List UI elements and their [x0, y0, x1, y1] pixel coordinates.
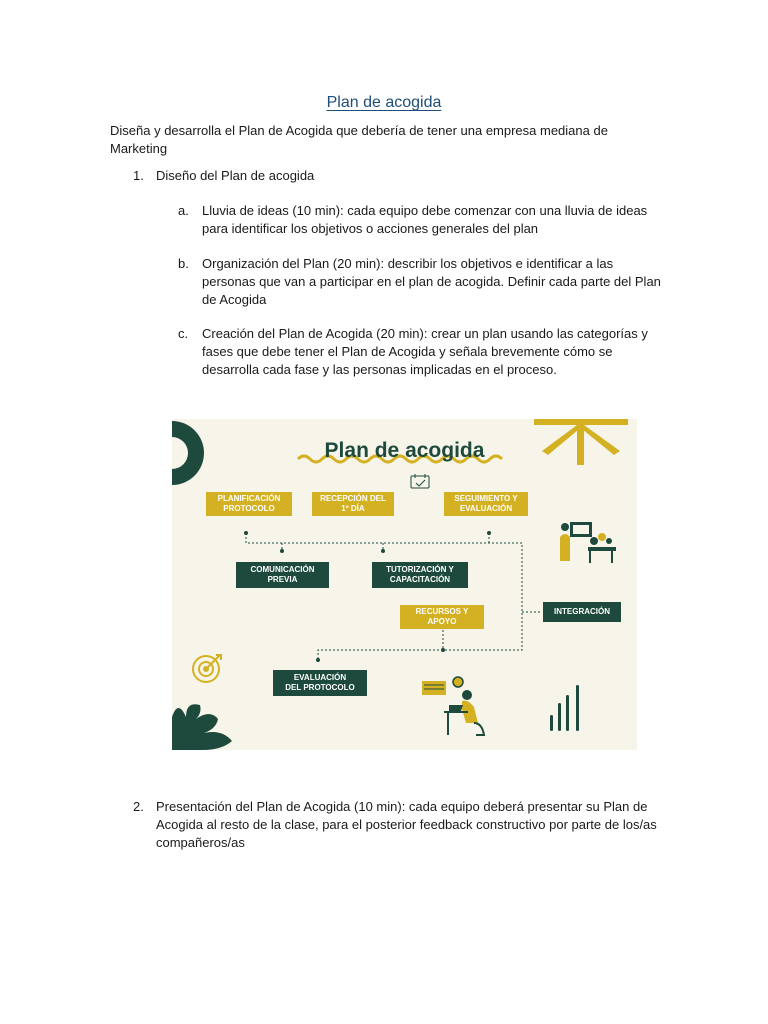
box-seguimiento [444, 492, 528, 516]
box-label: TUTORIZACIÓN Y CAPACITACIÓN [386, 565, 454, 584]
bar-chart-icon [550, 685, 579, 731]
calendar-icon [411, 474, 429, 488]
sub-letter: b. [178, 256, 189, 271]
box-label: EVALUACIÓN DEL PROTOCOLO [285, 673, 355, 692]
box-tutorizacion [372, 562, 468, 588]
box-evaluacion [273, 670, 367, 696]
list-number: 1. [133, 168, 144, 183]
target-icon [193, 655, 221, 682]
list-text: Diseño del Plan de acogida [156, 168, 315, 183]
box-label: RECEPCIÓN DEL 1º DÍA [320, 494, 386, 513]
leaf-shape-icon [172, 704, 232, 750]
list-text: Presentación del Plan de Acogida (10 min): cada equipo deberá presentar su Plan de Acogida al resto de la clase, para el posterior feedback constructivo por parte de los/as compañeros/as [156, 799, 657, 850]
box-label: COMUNICACIÓN PREVIA [250, 565, 315, 584]
box-label: INTEGRACIÓN [554, 607, 610, 616]
box-planificacion [206, 492, 292, 516]
box-label: PLANIFICACIÓN PROTOCOLO [217, 494, 281, 513]
box-label: RECURSOS Y APOYO [415, 607, 469, 626]
sub-text: Creación del Plan de Acogida (20 min): crear un plan usando las categorías y fases que debe tener el Plan de Acogida y señala brevemente cómo se desarrolla cada fase y las personas implicadas en el proceso. [202, 326, 648, 377]
sub-text: Lluvia de ideas (10 min): cada equipo debe comenzar con una lluvia de ideas para identificar los objetivos o acciones generales del plan [202, 203, 648, 236]
intro-paragraph: Diseña y desarrolla el Plan de Acogida que debería de tener una empresa mediana de Marketing [110, 123, 608, 156]
infographic-image [172, 419, 637, 750]
box-integracion [543, 602, 621, 622]
sub-letter: a. [178, 203, 189, 218]
list-number: 2. [133, 799, 144, 814]
box-recursos [400, 605, 484, 629]
sub-text: Organización del Plan (20 min): describir los objetivos e identificar a las personas que van a participar en el plan de acogida. Definir cada parte del Plan de Acogida [202, 256, 661, 307]
team-meeting-icon [560, 522, 616, 563]
box-label: SEGUIMIENTO Y EVALUACIÓN [454, 494, 518, 513]
sub-letter: c. [178, 326, 189, 341]
box-comunicacion [236, 562, 329, 588]
page-title: Plan de acogida [326, 94, 442, 111]
box-recepcion [312, 492, 394, 516]
infographic-title: Plan de acogida [324, 439, 485, 462]
person-laptop-icon [422, 677, 484, 735]
